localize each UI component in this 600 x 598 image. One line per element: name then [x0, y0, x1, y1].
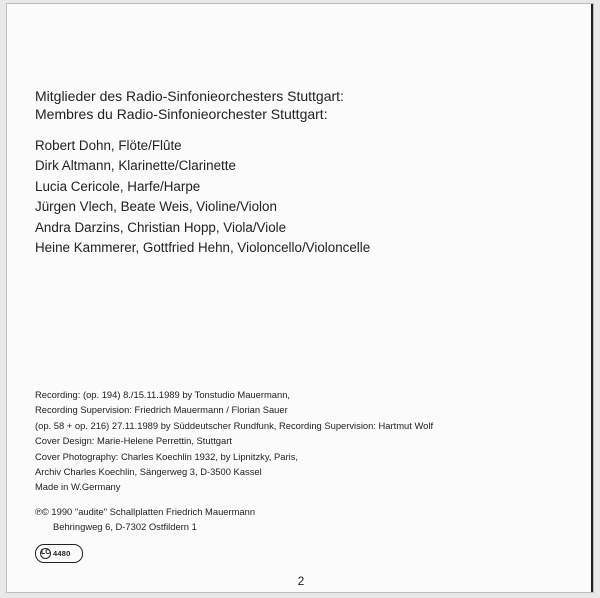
- credit-line: Made in W.Germany: [35, 481, 121, 493]
- copyright-address: Behringweg 6, D-7302 Ostfildern 1: [53, 521, 197, 533]
- label-code-number: 4480: [53, 549, 71, 558]
- heading-line-french: Membres du Radio-Sinfonieorchester Stuttgart:: [35, 106, 328, 122]
- credit-line: Cover Design: Marie-Helene Perrettin, Stuttgart: [35, 435, 232, 447]
- label-code-mark: LC: [40, 548, 51, 559]
- orchestra-heading: [35, 87, 344, 123]
- musician-entry: Andra Darzins, Christian Hopp, Viola/Viole: [35, 219, 287, 235]
- musician-entry: Lucia Cericole, Harfe/Harpe: [35, 178, 201, 194]
- credit-line: (op. 58 + op. 216) 27.11.1989 by Süddeutscher Rundfunk, Recording Supervision: Hartmut Wolf: [35, 419, 434, 431]
- label-code-logo: [35, 544, 83, 563]
- copyright-notice: [35, 504, 255, 535]
- musician-entry: Robert Dohn, Flöte/Flûte: [35, 138, 182, 153]
- booklet-page: [6, 3, 594, 593]
- page-number: 2: [297, 574, 305, 588]
- heading-line-german: Mitglieder des Radio-Sinfonieorchesters Stuttgart:: [35, 88, 344, 104]
- musician-entry: Jürgen Vlech, Beate Weis, Violine/Violon: [35, 199, 277, 215]
- credit-line: Recording Supervision: Friedrich Mauermann / Florian Sauer: [35, 404, 288, 416]
- musician-entry: Heine Kammerer, Gottfried Hehn, Violoncello/Violoncelle: [35, 240, 371, 256]
- credit-line: Recording: (op. 194) 8./15.11.1989 by Tonstudio Mauermann,: [35, 389, 291, 400]
- credit-line: Archiv Charles Koechlin, Sängerweg 3, D-3500 Kassel: [35, 466, 262, 478]
- credit-line: Cover Photography: Charles Koechlin 1932, by Lipnitzky, Paris,: [35, 450, 298, 462]
- recording-credits: [35, 387, 433, 495]
- musician-list: [35, 136, 370, 258]
- musician-entry: Dirk Altmann, Klarinette/Clarinette: [35, 158, 236, 174]
- copyright-line: ℗© 1990 "audite" Schallplatten Friedrich Mauermann: [35, 506, 256, 517]
